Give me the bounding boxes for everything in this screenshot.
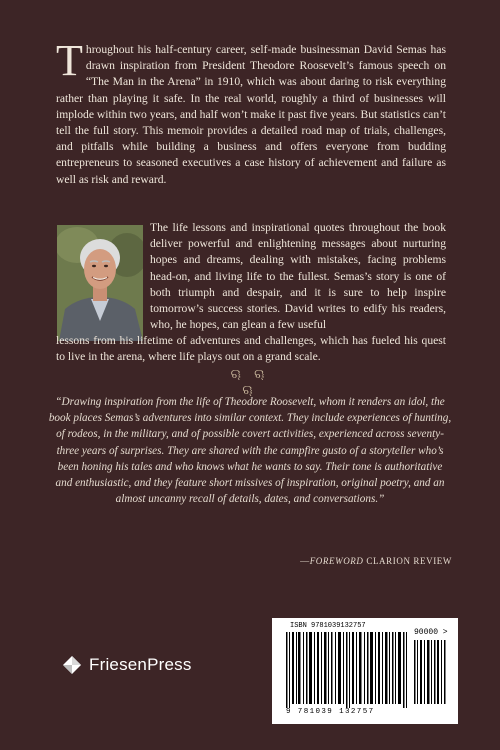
ornament-divider: ୠ ୠ ୠ [230,366,270,397]
author-photo [57,225,143,341]
review-source-foreword: FOREWORD [309,556,364,566]
barcode-icon [284,632,448,708]
publisher-logo [62,654,192,676]
intro-text: hroughout his half-century career, self-made businessman David Semas has drawn inspiration from President Theodore Roosevelt’s famous speech on “The Man in the Arena” in 1910, which was about daring to risk everything rather than playing it safe. In the real world, roughly a third of businesses will implode within two years, and half won’t make it past five years. But statistics can’t tell the full story. This memoir provides a detailed road map of trials, challenges, and pitfalls while building a business and offers everyone from budding entrepreneurs to seasoned executives a case history of achievement and failure as well as risk and reward. [56,43,446,186]
drop-cap: T [56,36,83,85]
body-paragraph-beside-photo: The life lessons and inspirational quotes throughout the book deliver powerful and enlightening messages about nurturing hopes and dreams, dealing with mistakes, facing problems head-on, and living life to the fullest. Semas’s story is one of both triumph and despair, and it is sure to help inspire tomorrow’s success stories. David writes to edify his readers, who, he hopes, can glean a few useful [150,221,446,332]
barcode-box [272,618,458,724]
friesenpress-diamond-icon [62,655,82,675]
body-paragraph-below-photo: lessons from his lifetime of adventures and challenges, which has fueled his quest to live in the arena, where life plays out on a grand scale. [56,334,446,364]
isbn-label: ISBN 9781039132757 [290,622,366,630]
author-portrait-image [57,225,143,341]
review-quote: “Drawing inspiration from the life of Theodore Roosevelt, whom it renders an idol, the book places Semas’s adventures into similar context. They include experiences of hunting, of rodeos, in the military, and of possible covert activities, experienced across seventy-three years of surprises. They are shared with the campfire gusto of a storyteller who’s been honing his tales and who knows what he wants to say. Their tone is authoritative and enthusiastic, and they feature short missives of inspiration, original poetry, and an almost uncanny recall of details, dates, and conversations.” [48,396,452,506]
isbn-digits: 9 781039 132757 [286,708,375,716]
review-credit: —FOREWORD CLARION REVIEW [300,556,452,566]
review-source-clarion: CLARION REVIEW [363,556,452,566]
intro-paragraph [56,36,446,188]
publisher-name: FriesenPress [89,655,192,674]
price-code: 90000 > [414,628,448,637]
